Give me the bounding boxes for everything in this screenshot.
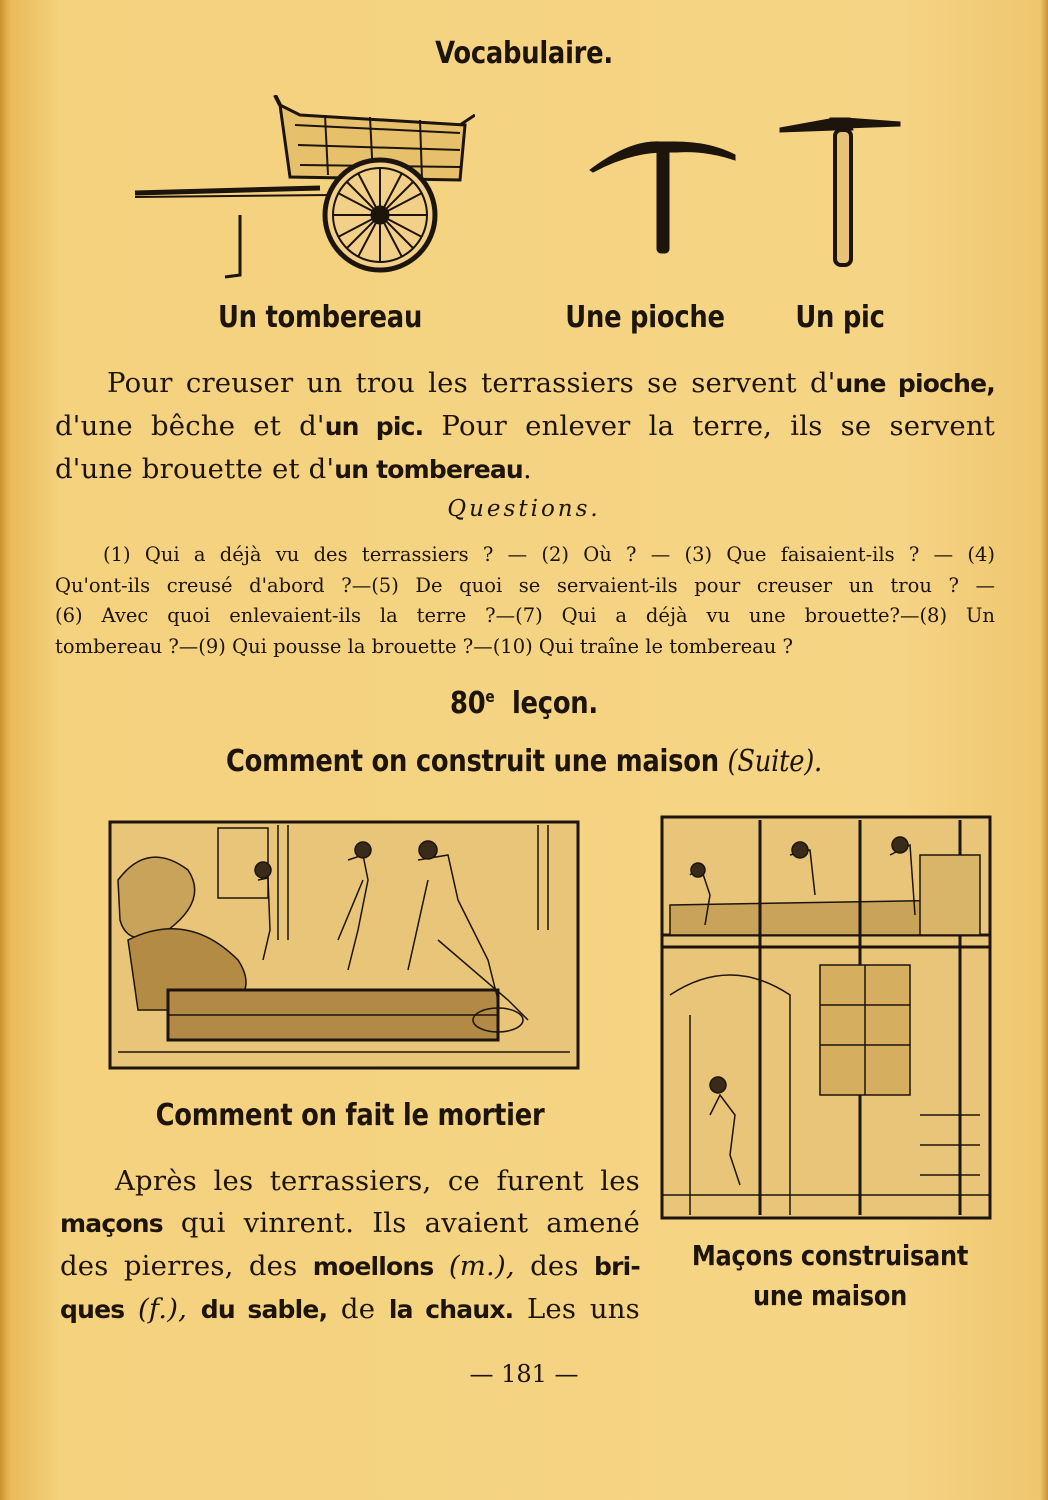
mortar-illustration [108, 820, 580, 1070]
paragraph-line: d'une bêche et d'un pic. Pour enlever la terre, ils se servent [55, 410, 995, 442]
paragraph-line: d'une brouette et d'un tombereau. [55, 453, 532, 485]
paragraph-line: des pierres, des moellons (m.), des bri- [60, 1250, 640, 1282]
vocabulary-title: Vocabulaire. [435, 36, 613, 71]
masons-paragraph [60, 1160, 640, 1331]
caption-pioche: Une pioche [565, 300, 725, 335]
pioche-illustration [585, 130, 740, 260]
pic-illustration [775, 108, 905, 270]
question-line: Qu'ont-ils creusé d'abord ?—(5) De quoi se servaient-ils pour creuser un trou ? — [55, 573, 995, 597]
paragraph-line: maçons qui vinrent. Ils avaient amené [60, 1207, 640, 1239]
question-line: (6) Avec quoi enlevaient-ils la terre ?—(7) Qui a déjà vu une brouette?—(8) Un [55, 604, 995, 627]
caption-tombereau: Un tombereau [217, 300, 423, 335]
question-line: (1) Qui a déjà vu des terrassiers ? — (2) Où ? — (3) Que faisaient-ils ? — (4) [103, 543, 995, 566]
caption-mortier: Comment on fait le mortier [155, 1098, 545, 1133]
vocabulary-paragraph [55, 362, 995, 491]
paragraph-line: ques (f.), du sable, de la chaux. Les uns [60, 1293, 640, 1325]
page-number: — 181 — [469, 1360, 579, 1388]
lesson-heading: 80e leçon. [450, 686, 598, 721]
questions-list [55, 540, 995, 662]
paragraph-line: Pour creuser un trou les terrassiers se servent d'une pioche, [107, 367, 996, 399]
masons-illustration [660, 815, 992, 1220]
questions-heading: Questions. [447, 496, 601, 522]
question-line: tombereau ?—(9) Qui pousse la brouette ?—(10) Qui traîne le tombereau ? [55, 634, 793, 658]
paragraph-line: Après les terrassiers, ce furent les [115, 1165, 640, 1197]
tombereau-illustration [130, 95, 475, 280]
caption-macons: Maçons construisant une maison [691, 1239, 969, 1312]
lesson-subtitle: Comment on construit une maison (Suite). [225, 744, 822, 779]
caption-pic: Un pic [795, 300, 885, 335]
